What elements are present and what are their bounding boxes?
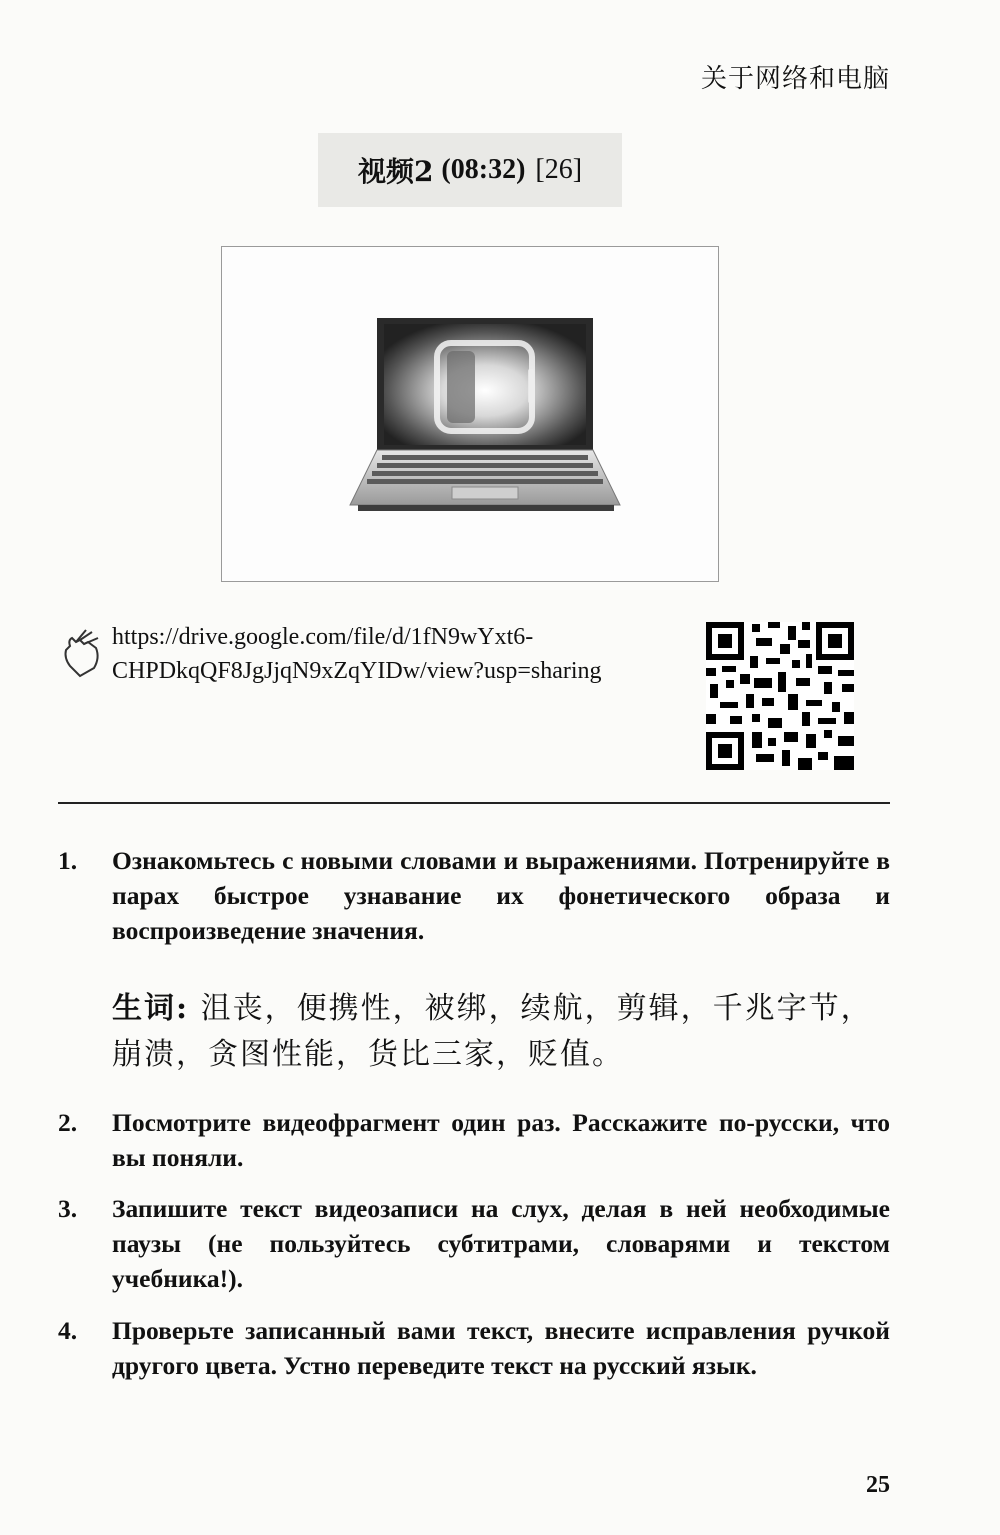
video-link-line-2[interactable]: CHPDkqQF8JgJjqN9xZqYIDw/view?usp=sharing: [112, 658, 602, 684]
task-4: [58, 1313, 890, 1383]
task-text: Запишите текст видеозаписи на слух, делая в ней необходимые паузы (не пользуйтесь субтитрами, словарями и текстом учебника!).: [112, 1194, 890, 1293]
vocabulary-label: 生词:: [112, 991, 190, 1026]
running-head: 关于网络和电脑: [700, 64, 890, 94]
video-reference: [26]: [535, 154, 583, 185]
vocabulary-words: 沮丧，便携性，被绑，续航，剪辑，千兆字节，崩溃，贪图性能，货比三家，贬值。: [112, 991, 873, 1072]
video-title: [318, 133, 622, 207]
video-thumbnail[interactable]: [221, 246, 719, 582]
section-divider: [58, 802, 890, 804]
video-title-zh: 视频2: [357, 155, 434, 188]
video-link-line-1[interactable]: https://drive.google.com/file/d/1fN9wYxt6-: [112, 624, 534, 650]
task-text: Ознакомьтесь с новыми словами и выражениями. Потренируйте в парах быстрое узнавание их фонетического образа и воспроизведение значения.: [112, 846, 890, 945]
task-number: 2.: [58, 1108, 78, 1137]
page-number: 25: [866, 1472, 890, 1498]
task-3: [58, 1191, 890, 1296]
laptop-illustration: [222, 247, 718, 581]
pointing-hand-icon: [58, 628, 104, 680]
task-2: [58, 1105, 890, 1175]
qr-code[interactable]: [706, 622, 854, 770]
task-number: 3.: [58, 1194, 78, 1223]
vocabulary-block: [112, 986, 890, 1078]
task-number: 4.: [58, 1316, 78, 1345]
video-link[interactable]: [112, 620, 672, 688]
task-1: [58, 843, 890, 948]
video-duration: (08:32): [441, 154, 526, 185]
task-text: Проверьте записанный вами текст, внесите исправления ручкой другого цвета. Устно переведите текст на русский язык.: [112, 1316, 890, 1380]
task-text: Посмотрите видеофрагмент один раз. Расскажите по-русски, что вы поняли.: [112, 1108, 890, 1172]
task-number: 1.: [58, 846, 78, 875]
